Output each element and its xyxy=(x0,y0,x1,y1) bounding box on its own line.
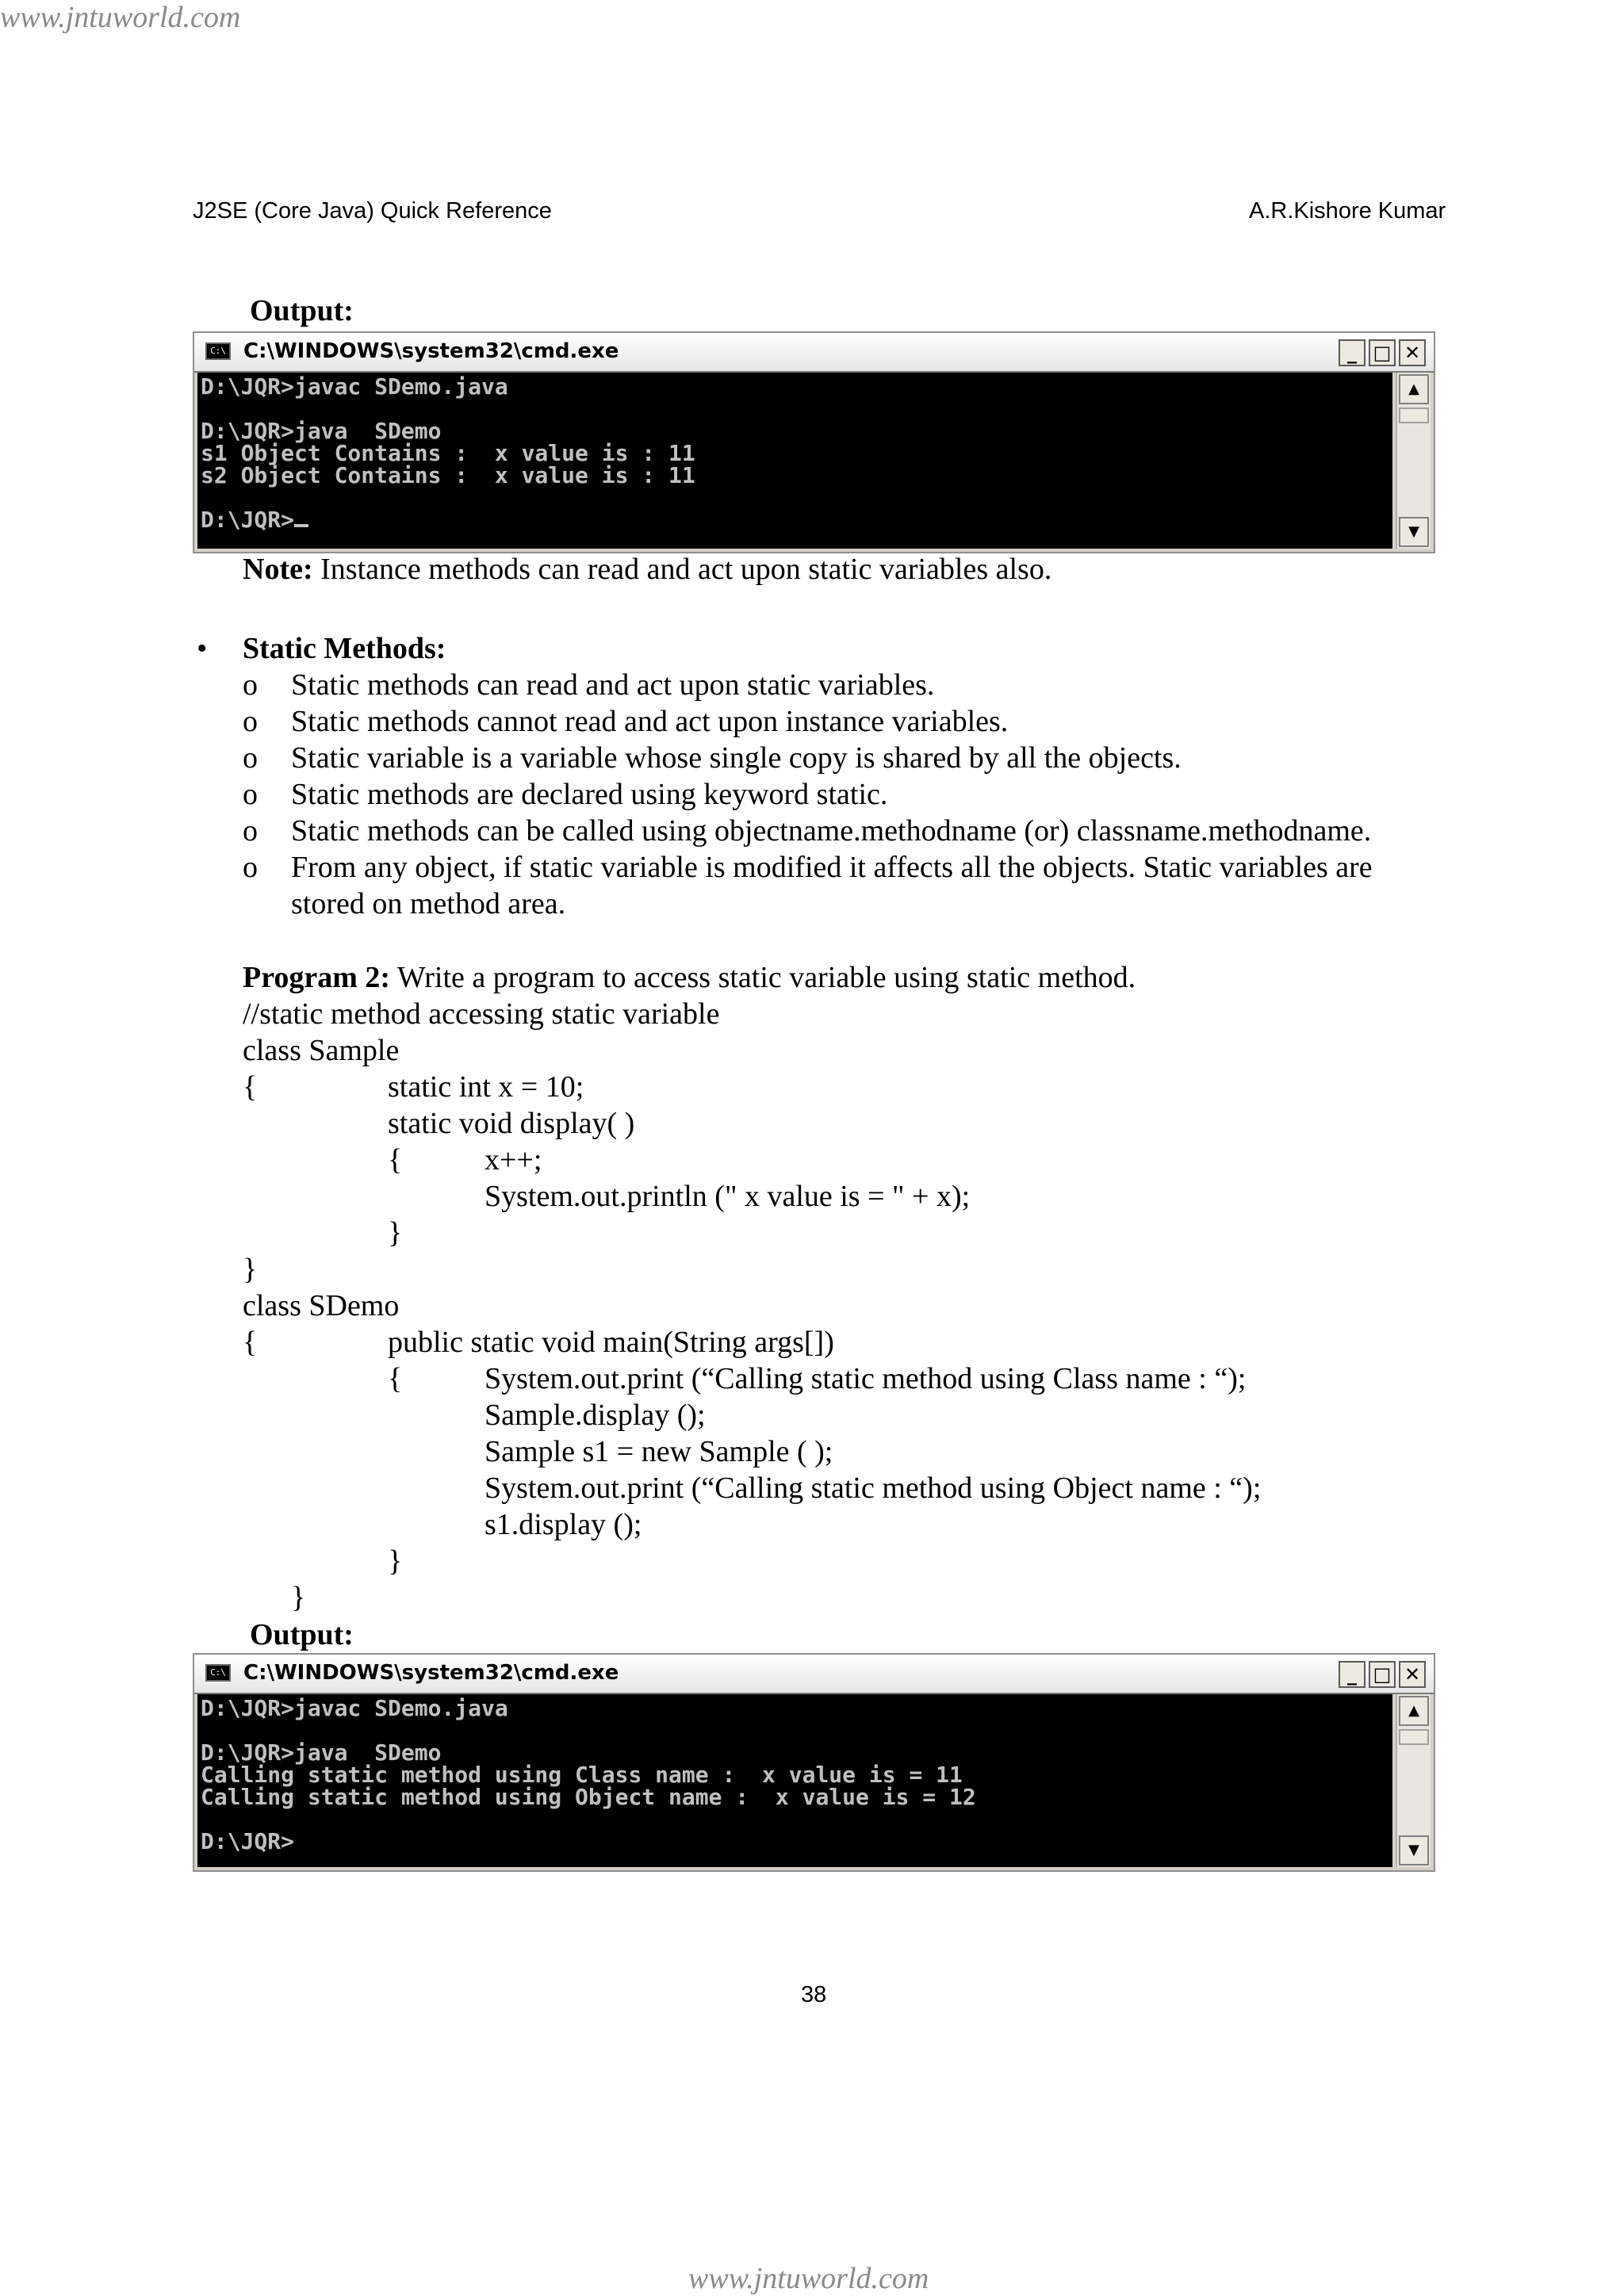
console-output xyxy=(197,1694,1392,1867)
list-item-continuation: stored on method area. xyxy=(291,887,566,920)
code-line: System.out.print (“Calling static method using Object name : “); xyxy=(485,1471,1262,1505)
console-line: s2 Object Contains : x value is : 11 xyxy=(201,462,695,488)
cursor xyxy=(294,524,308,527)
scroll-down-button[interactable]: ▼ xyxy=(1399,1835,1429,1866)
sub-bullet-icon: o xyxy=(243,668,258,702)
code-line: //static method accessing static variable xyxy=(243,997,720,1031)
console-line: s1 Object Contains : x value is : 11 xyxy=(201,440,695,466)
code-line: Sample s1 = new Sample ( ); xyxy=(485,1435,833,1468)
code-line: { xyxy=(243,1326,258,1359)
code-line: } xyxy=(243,1253,258,1286)
sub-bullet-icon: o xyxy=(243,705,258,738)
watermark-bottom: www.jntuworld.com xyxy=(688,2262,929,2295)
list-item: Static methods can read and act upon static variables. xyxy=(291,668,935,702)
sub-bullet-icon: o xyxy=(243,778,258,811)
cmd-window-2 xyxy=(193,1653,1435,1872)
list-item: Static methods are declared using keyword static. xyxy=(291,778,888,811)
note-paragraph xyxy=(243,551,1051,587)
bullet-icon: • xyxy=(197,632,208,665)
console-prompt: D:\JQR> xyxy=(201,1828,295,1854)
header-title: J2SE (Core Java) Quick Reference xyxy=(193,198,552,224)
scroll-up-button[interactable]: ▲ xyxy=(1399,1696,1429,1726)
console-line: Calling static method using Class name : x value is = 11 xyxy=(201,1762,963,1788)
scroll-down-button[interactable]: ▼ xyxy=(1399,517,1429,547)
code-line: class SDemo xyxy=(243,1289,400,1322)
scroll-thumb[interactable] xyxy=(1399,408,1429,423)
sub-bullet-icon: o xyxy=(243,814,258,848)
console-prompt-text: D:\JQR> xyxy=(201,507,295,533)
list-item: Static methods can be called using objectname.methodname (or) classname.methodname. xyxy=(291,814,1372,848)
scrollbar[interactable] xyxy=(1396,1694,1431,1867)
console-line: D:\JQR>java SDemo xyxy=(201,418,442,444)
code-line: } xyxy=(388,1544,403,1578)
close-button[interactable]: ✕ xyxy=(1399,1661,1426,1688)
scroll-thumb[interactable] xyxy=(1399,1729,1429,1745)
console-line: Calling static method using Object name : x value is = 12 xyxy=(201,1784,976,1810)
minimize-button[interactable]: _ xyxy=(1339,339,1365,366)
section-title: Static Methods: xyxy=(243,632,446,665)
cmd-titlebar xyxy=(194,1655,1434,1694)
code-line: System.out.print (“Calling static method using Class name : “); xyxy=(485,1362,1247,1395)
code-line: { xyxy=(243,1070,258,1104)
output-label-2: Output: xyxy=(250,1618,354,1651)
cmd-icon: C:\ xyxy=(205,1664,231,1682)
maximize-button[interactable]: □ xyxy=(1369,339,1396,366)
console-line: D:\JQR>javac SDemo.java xyxy=(201,1695,508,1721)
watermark-top: www.jntuworld.com xyxy=(0,1,241,34)
code-line: Sample.display (); xyxy=(485,1399,706,1432)
minimize-button[interactable]: _ xyxy=(1339,1661,1365,1688)
code-line: static int x = 10; xyxy=(388,1070,584,1104)
scroll-up-button[interactable]: ▲ xyxy=(1399,374,1429,404)
console-line: D:\JQR>javac SDemo.java xyxy=(201,373,508,400)
code-line: class Sample xyxy=(243,1034,400,1067)
list-item: Static variable is a variable whose single copy is shared by all the objects. xyxy=(291,741,1182,775)
cmd-titlebar xyxy=(194,333,1434,373)
note-text: Instance methods can read and act upon static variables also. xyxy=(312,553,1052,586)
code-line: } xyxy=(388,1216,403,1249)
note-label: Note: xyxy=(243,553,313,586)
maximize-button[interactable]: □ xyxy=(1369,1661,1396,1688)
cmd-window-title: C:\WINDOWS\system32\cmd.exe xyxy=(243,1661,619,1685)
header-author: A.R.Kishore Kumar xyxy=(1249,198,1446,224)
console-output xyxy=(197,373,1392,549)
program-heading xyxy=(243,959,1136,996)
code-line: { xyxy=(388,1362,403,1395)
code-line: s1.display (); xyxy=(485,1508,642,1541)
scrollbar[interactable] xyxy=(1396,373,1431,549)
cmd-icon: C:\ xyxy=(205,342,231,360)
code-line: public static void main(String args[]) xyxy=(388,1326,834,1359)
cmd-window-1 xyxy=(193,331,1435,553)
program-label: Program 2: xyxy=(243,961,391,994)
output-label-1: Output: xyxy=(250,294,354,327)
sub-bullet-icon: o xyxy=(243,851,258,884)
page-number: 38 xyxy=(801,1982,827,2007)
code-line: } xyxy=(291,1581,306,1614)
sub-bullet-icon: o xyxy=(243,741,258,775)
program-description: Write a program to access static variable using static method. xyxy=(390,961,1136,994)
close-button[interactable]: ✕ xyxy=(1399,339,1426,366)
code-line: { xyxy=(388,1143,403,1177)
code-line: x++; xyxy=(485,1143,542,1177)
console-line: D:\JQR>java SDemo xyxy=(201,1739,442,1766)
console-prompt xyxy=(201,509,308,531)
list-item: From any object, if static variable is modified it affects all the objects. Static variables are xyxy=(291,851,1373,884)
code-line: System.out.println (" x value is = " + x); xyxy=(485,1180,971,1213)
list-item: Static methods cannot read and act upon instance variables. xyxy=(291,705,1009,738)
code-line: static void display( ) xyxy=(388,1107,635,1140)
cmd-window-title: C:\WINDOWS\system32\cmd.exe xyxy=(243,339,619,363)
